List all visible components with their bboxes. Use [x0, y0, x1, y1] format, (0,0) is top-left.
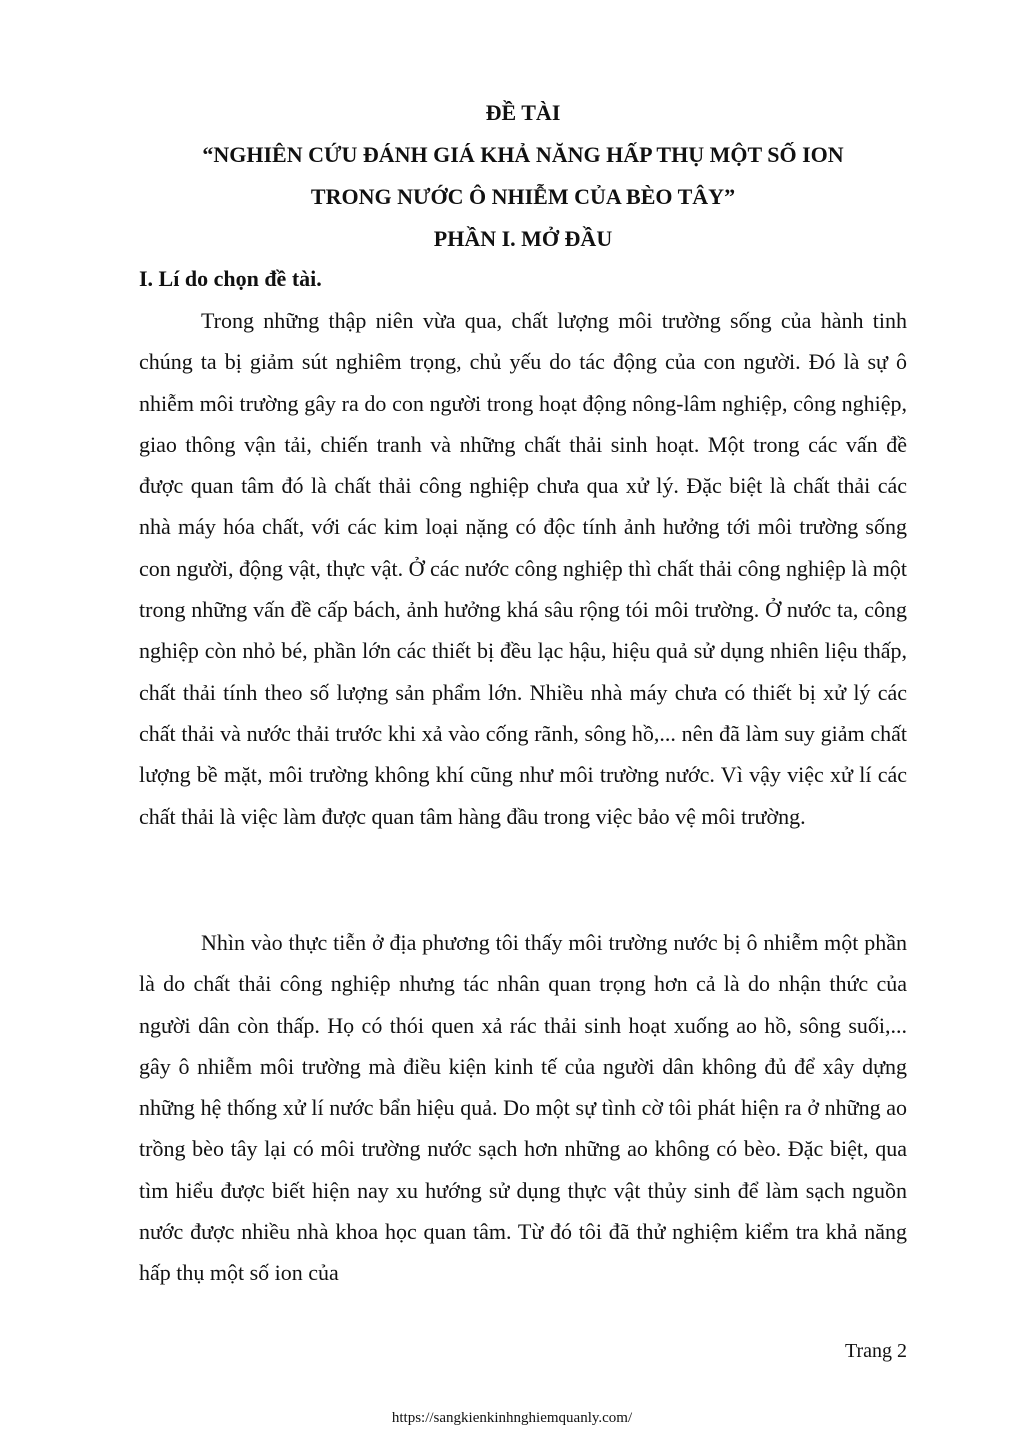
paragraph-1: Trong những thập niên vừa qua, chất lượng môi trường sống của hành tinh chúng ta bị giảm sút nghiêm trọng, chủ yếu do tác động của con người. Đó là sự ô nhiễm môi trường gây ra do con người trong hoạt động nông-lâm nghiệp, công nghiệp, giao thông vận tải, chiến tranh và những chất thải sinh hoạt. Một trong các vấn đề được quan tâm đó là chất thải công nghiệp chưa qua xử lý. Đặc biệt là chất thải các nhà máy hóa chất, với các kim loại nặng có độc tính ảnh hưởng tới môi trường sống con người, động vật, thực vật. Ở các nước công nghiệp thì chất thải công nghiệp là một trong những vấn đề cấp bách, ảnh hưởng khá sâu rộng tói môi trường. Ở nước ta, công nghiệp còn nhỏ bé, phần lớn các thiết bị đều lạc hậu, hiệu quả sử dụng nhiên liệu thấp, chất thải tính theo số lượng sản phẩm lớn. Nhiều nhà máy chưa có thiết bị xử lý các chất thải và nước thải trước khi xả vào cống rãnh, sông hồ,... nên đã làm suy giảm chất lượng bề mặt, môi trường không khí cũng như môi trường nước. Vì vậy việc xử lí các chất thải là việc làm được quan tâm hàng đầu trong việc bảo vệ môi trường.	[139, 308, 907, 829]
paragraph-block-1	[139, 300, 907, 837]
footer-url-link[interactable]: https://sangkienkinhnghiemquanly.com/	[391, 1410, 633, 1426]
paragraph-2: Nhìn vào thực tiễn ở địa phương tôi thấy môi trường nước bị ô nhiễm một phần là do chất thải công nghiệp nhưng tác nhân quan trọng hơn cả là do nhận thức của người dân còn thấp. Họ có thói quen xả rác thải sinh hoạt xuống ao hồ, sông suối,... gây ô nhiễm môi trường mà điều kiện kinh tế của người dân không đủ để xây dựng những hệ thống xử lí nước bẩn hiệu quả. Do một sự tình cờ tôi phát hiện ra ở những ao trồng bèo tây lại có môi trường nước sạch hơn những ao không có bèo. Đặc biệt, qua tìm hiểu được biết hiện nay xu hướng sử dụng thực vật thủy sinh để làm sạch nguồn nước được nhiều nhà khoa học quan tâm. Từ đó tôi đã thử nghiệm kiểm tra khả năng hấp thụ một số ion của	[139, 930, 907, 1286]
heading-title-line-1: “NGHIÊN CỨU ĐÁNH GIÁ KHẢ NĂNG HẤP THỤ MỘT SỐ ION	[202, 142, 844, 167]
section-title: I. Lí do chọn đề tài.	[139, 266, 322, 291]
document-heading	[139, 92, 907, 260]
paragraph-block-2	[139, 922, 907, 1294]
heading-part-label: PHẦN I. MỞ ĐẦU	[433, 226, 613, 251]
heading-topic-label: ĐỀ TÀI	[485, 100, 561, 125]
heading-title-line-2: TRONG NƯỚC Ô NHIỄM CỦA BÈO TÂY”	[310, 184, 736, 209]
page-number: Trang 2	[844, 1340, 907, 1362]
